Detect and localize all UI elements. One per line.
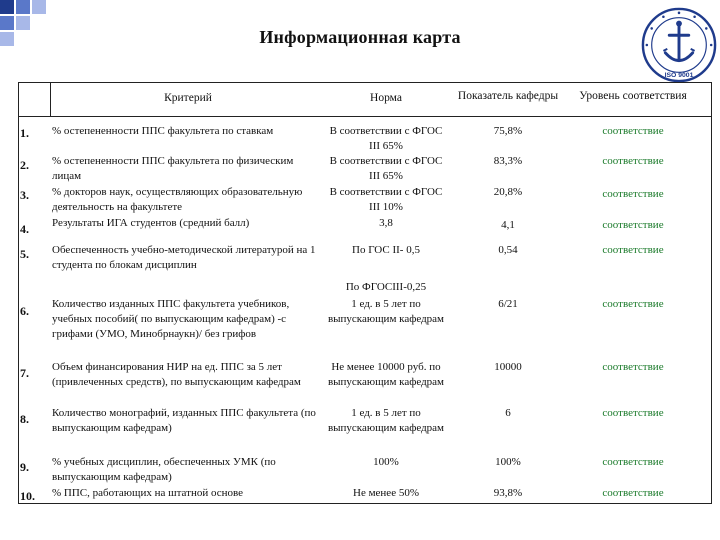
header-level: Уровень соответствия (579, 90, 687, 102)
row-indicator: 83,3% (493, 155, 523, 167)
row-level: соответствие (602, 155, 664, 167)
row-number: 9. (20, 460, 29, 474)
row-norm: Не менее 10000 руб. по выпускающим кафедрам (327, 361, 445, 388)
corner-square (32, 0, 46, 14)
seal-bottom-text: ISO 9001 (664, 72, 694, 80)
row-indicator: 10000 (494, 361, 522, 373)
page-title: Информационная карта (259, 27, 461, 47)
row-number: 6. (20, 304, 29, 318)
row-norm: Не менее 50% (353, 487, 419, 499)
row-number: 10. (20, 489, 35, 503)
row-level: соответствие (602, 188, 664, 200)
row-number: 4. (20, 222, 29, 236)
row-level: соответствие (602, 456, 664, 468)
row-criterion: % ППС, работающих на штатной основе (52, 487, 244, 499)
row-norm: 1 ед. в 5 лет по выпускающим кафедрам (327, 298, 445, 325)
row-level: соответствие (602, 407, 664, 419)
row-norm: В соответствии с ФГОС III 65% (329, 155, 443, 182)
row-indicator: 75,8% (493, 125, 523, 137)
row-norm: По ГОС II- 0,5 (352, 244, 420, 256)
row-number: 2. (20, 158, 29, 172)
row-criterion: Обеспеченность учебно-методической литературой на 1 студента по блокам дисциплин (52, 244, 316, 271)
row-indicator: 6/21 (498, 298, 518, 310)
header-indicator: Показатель кафедры (457, 90, 559, 102)
row-criterion: Количество изданных ППС факультета учебников, учебных пособий( по выпускающим кафедрам) -с грифами (УМО, Минобрнаукн)/ без грифов (52, 298, 290, 340)
row-norm: В соответствии с ФГОС III 65% (329, 125, 443, 152)
row-level: соответствие (602, 219, 664, 231)
university-seal-icon (640, 6, 718, 84)
header-divider (50, 82, 51, 116)
corner-square (16, 0, 30, 14)
row-criterion: Результаты ИГА студентов (средний балл) (52, 217, 250, 229)
row-norm: 100% (373, 456, 399, 468)
row-level: соответствие (602, 244, 664, 256)
row-level: соответствие (602, 298, 664, 310)
row-norm-secondary: По ФГОСIII-0,25 (345, 281, 427, 293)
header-norm: Норма (370, 92, 402, 104)
row-number: 3. (20, 188, 29, 202)
row-criterion: % остепененности ППС факультета по физическим лицам (52, 155, 294, 182)
row-level: соответствие (602, 361, 664, 373)
header-bottom-line (18, 116, 712, 117)
row-indicator: 93,8% (493, 487, 523, 499)
row-number: 5. (20, 247, 29, 261)
row-norm: 1 ед. в 5 лет по выпускающим кафедрам (327, 407, 445, 434)
row-criterion: % остепененности ППС факультета по ставкам (52, 125, 274, 137)
row-indicator: 0,54 (498, 244, 518, 256)
row-criterion: Объем финансирования НИР на ед. ППС за 5 лет (привлеченных средств), по выпускающим кафедрам (52, 361, 301, 388)
row-number: 8. (20, 412, 29, 426)
row-criterion: % докторов наук, осуществляющих образовательную деятельность на факультете (52, 186, 303, 213)
row-criterion: % учебных дисциплин, обеспеченных УМК (по выпускающим кафедрам) (52, 456, 276, 483)
row-indicator: 20,8% (493, 186, 523, 198)
row-norm: В соответствии с ФГОС III 10% (329, 186, 443, 213)
row-indicator: 6 (505, 407, 511, 419)
corner-square (0, 0, 14, 14)
row-indicator: 100% (495, 456, 521, 468)
header-criterion: Критерий (164, 92, 212, 104)
row-indicator: 4,1 (501, 219, 515, 231)
row-criterion: Количество монографий, изданных ППС факультета (по выпускающим кафедрам) (52, 407, 316, 434)
row-level: соответствие (602, 125, 664, 137)
row-number: 7. (20, 366, 29, 380)
row-norm: 3,8 (379, 217, 393, 229)
row-level: соответствие (602, 487, 664, 499)
row-number: 1. (20, 126, 29, 140)
